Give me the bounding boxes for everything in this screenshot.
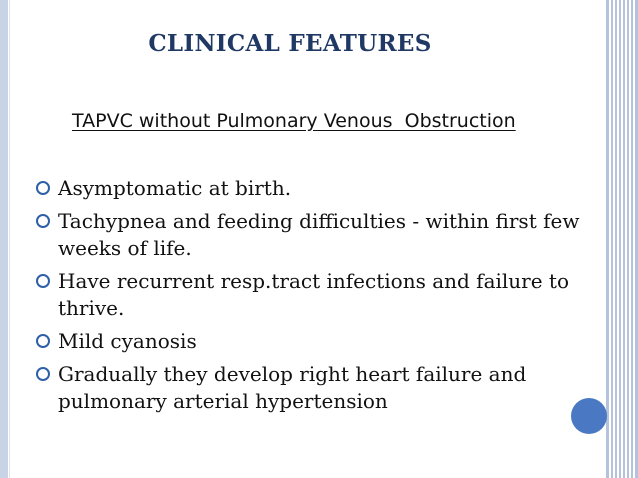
ring-bullet-icon <box>36 181 50 195</box>
slide-title-text: CLINICAL FEATURES <box>148 30 432 57</box>
list-item <box>34 361 594 415</box>
list-item-text: Asymptomatic at birth. <box>58 176 292 200</box>
list-item <box>34 328 594 355</box>
list-item <box>34 268 594 322</box>
right-decorative-stripes <box>606 0 638 478</box>
filled-circle-icon <box>571 398 607 434</box>
list-item-text: Have recurrent resp.tract infections and failure to thrive. <box>58 269 569 320</box>
left-border-bar <box>0 0 8 478</box>
list-item-text: Tachypnea and feeding difficulties - within first few weeks of life. <box>58 209 580 260</box>
ring-bullet-icon <box>36 274 50 288</box>
ring-bullet-icon <box>36 334 50 348</box>
ring-bullet-icon <box>36 214 50 228</box>
slide-title <box>0 30 580 57</box>
list-item-text: Mild cyanosis <box>58 329 197 353</box>
list-item <box>34 208 594 262</box>
list-item <box>34 175 594 202</box>
list-item-text: Gradually they develop right heart failure and pulmonary arterial hypertension <box>58 362 527 413</box>
ring-bullet-icon <box>36 367 50 381</box>
bullet-list <box>34 175 594 421</box>
slide-subtitle: TAPVC without Pulmonary Venous Obstruction <box>72 110 516 132</box>
